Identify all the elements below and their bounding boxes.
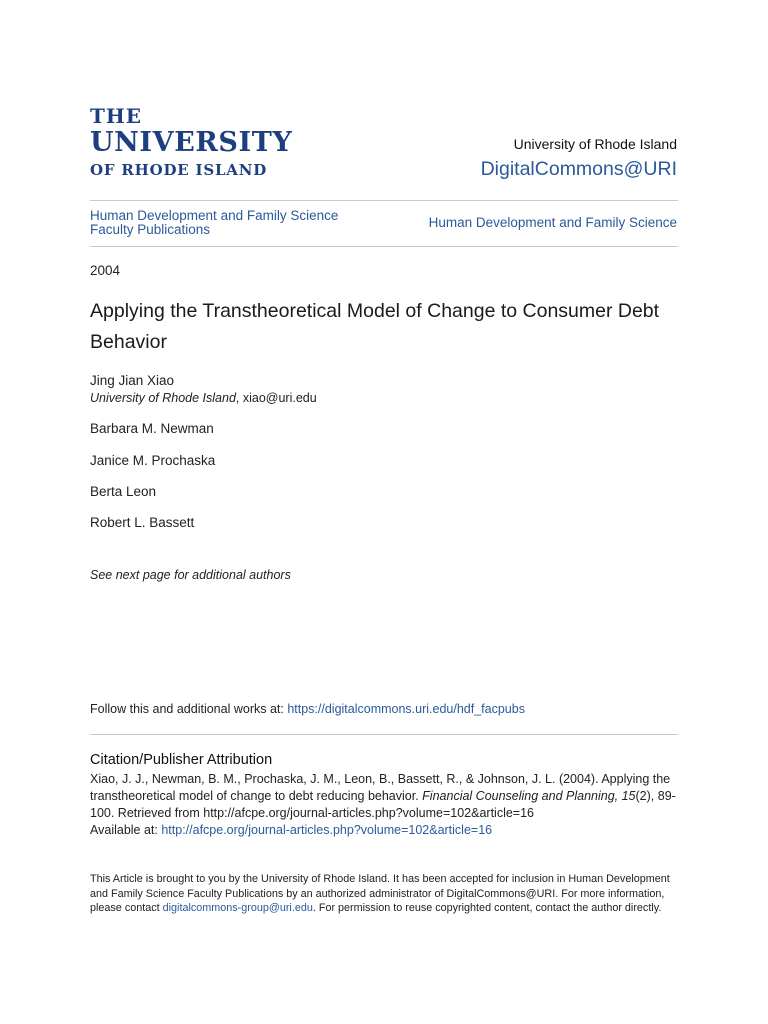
follow-text: Follow this and additional works at:	[90, 702, 288, 716]
divider-top	[90, 200, 678, 201]
follow-line	[90, 702, 525, 716]
citation-heading: Citation/Publisher Attribution	[90, 752, 273, 768]
author-email: , xiao@uri.edu	[235, 391, 317, 405]
institution-name: University of Rhode Island	[513, 136, 677, 152]
citation-body: Xiao, J. J., Newman, B. M., Prochaska, J. M., Leon, B., Bassett, R., & Johnson, J. L. (2004). Applying the transtheoretical model of change to debt reducing behavior.	[90, 772, 671, 803]
author-name: Robert L. Bassett	[90, 515, 195, 530]
logo-line-rhode-island: OF RHODE ISLAND	[90, 161, 268, 179]
citation-journal: Financial Counseling and Planning, 15	[422, 789, 636, 803]
citation-body-end: (2), 89-100. Retrieved from http://afcpe.org/journal-articles.php?volume=102&article=16	[90, 789, 676, 820]
department-link[interactable]: Human Development and Family Science	[428, 215, 677, 230]
available-at-label: Available at:	[90, 823, 162, 837]
author-name: Jing Jian Xiao	[90, 373, 175, 388]
author-affiliation	[90, 391, 317, 405]
logo-line-university: UNIVERSITY	[90, 127, 293, 158]
repository-notice	[90, 872, 680, 916]
divider-citation	[90, 734, 678, 735]
collection-link[interactable]: Human Development and Family Science Faculty Publications	[90, 208, 339, 237]
notice-text: This Article is brought to you by the University of Rhode Island. It has been accepted for inclusion in Human Development and Family Science Faculty Publications by an authorized administrator of DigitalCommons@URI. For more information, please contact	[90, 873, 670, 915]
author-name: Berta Leon	[90, 484, 157, 499]
affiliation-institution: University of Rhode Island	[90, 391, 236, 405]
contact-email-link[interactable]: digitalcommons-group@uri.edu	[162, 902, 313, 915]
notice-text-end: . For permission to reuse copyrighted content, contact the author directly.	[312, 902, 662, 915]
citation-text	[90, 771, 680, 839]
see-next-page-note: See next page for additional authors	[90, 568, 291, 582]
divider-series	[90, 246, 678, 247]
author-name: Janice M. Prochaska	[90, 453, 216, 468]
logo-line-the: THE	[90, 104, 143, 128]
repository-link[interactable]: DigitalCommons@URI	[480, 158, 677, 180]
collection-url-link[interactable]: https://digitalcommons.uri.edu/hdf_facpubs	[287, 702, 525, 716]
publication-year: 2004	[90, 263, 121, 278]
university-logo	[90, 104, 293, 179]
author-name: Barbara M. Newman	[90, 421, 214, 436]
available-at-link[interactable]: http://afcpe.org/journal-articles.php?volume=102&article=16	[161, 823, 493, 837]
article-title: Applying the Transtheoretical Model of Change to Consumer Debt Behavior	[90, 300, 660, 353]
